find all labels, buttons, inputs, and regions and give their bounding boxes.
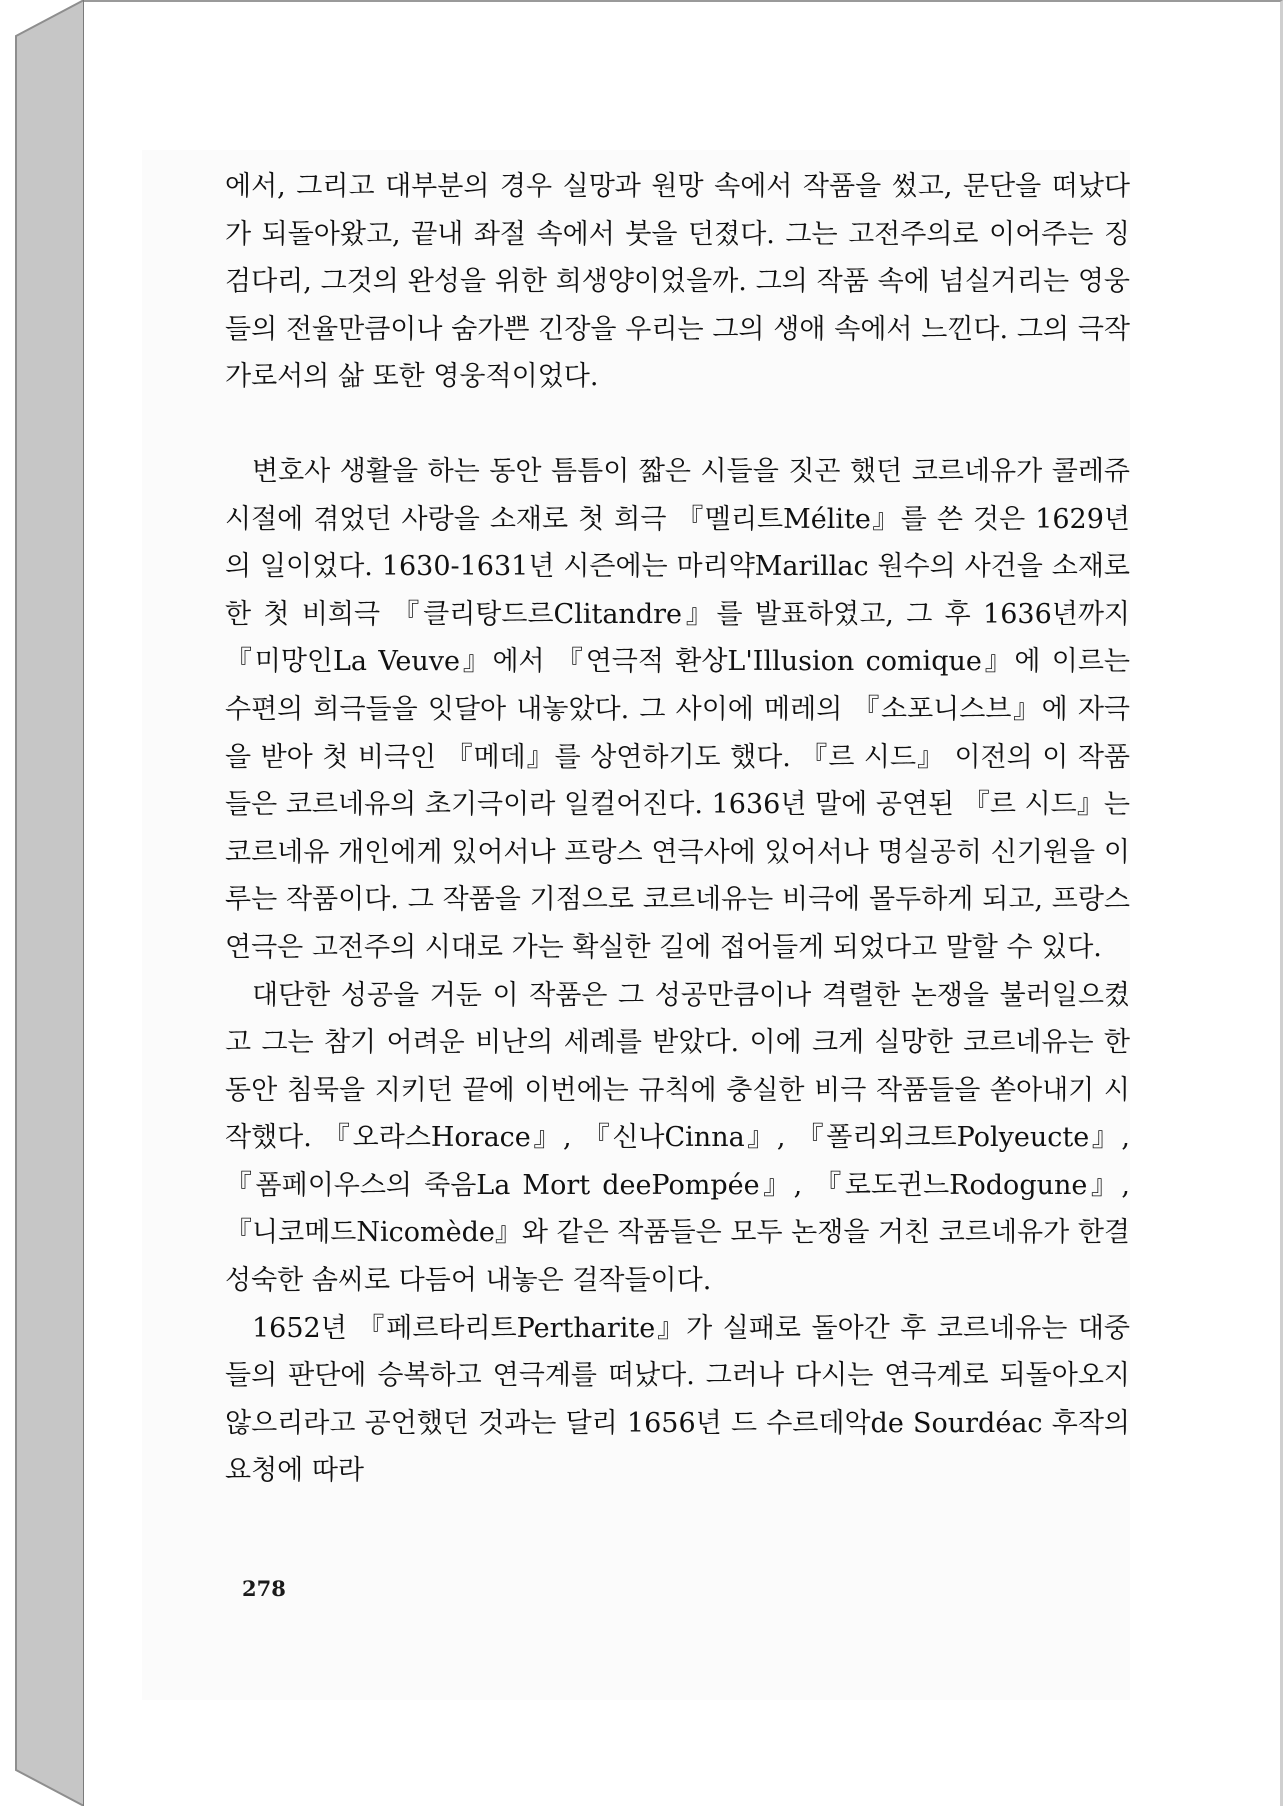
paragraph-3: 대단한 성공을 거둔 이 작품은 그 성공만큼이나 격렬한 논쟁을 불러일으켰고 그는 참기 어려운 비난의 세례를 받았다. 이에 크게 실망한 코르네유는 한동안 침묵을 지키던 끝에 이번에는 규칙에 충실한 비극 작품들을 쏟아내기 시작했다. 『오라스Horace』, 『신나Cinna』, 『폴리외크트Polyeucte』, 『폼페이우스의 죽음La Mort deePompée』, 『로도귄느Rodogune』, 『니코메드Nicomède』와 같은 작품들은 모두 논쟁을 거친 코르네유가 한결 성숙한 솜씨로 다듬어 내놓은 걸작들이다. <box>225 979 1130 1297</box>
paragraph-spacer <box>225 401 1130 448</box>
paragraph-1: 에서, 그리고 대부분의 경우 실망과 원망 속에서 작품을 썼고, 문단을 떠났다가 되돌아왔고, 끝내 좌절 속에서 붓을 던졌다. 그는 고전주의로 이어주는 징검다리, 그것의 완성을 위한 희생양이었을까. 그의 작품 속에 넘실거리는 영웅들의 전율만큼이나 숨가쁜 긴장을 우리는 그의 생애 속에서 느낀다. 그의 극작가로서의 삶 또한 영웅적이었다. <box>225 171 1130 393</box>
paragraph-4: 1652년 『페르타리트Pertharite』가 실패로 돌아간 후 코르네유는 대중들의 판단에 승복하고 연극계를 떠났다. 그러나 다시는 연극계로 되돌아오지 않으리라고 공언했던 것과는 달리 1656년 드 수르데악de Sourdéac 후작의 요청에 따라 <box>225 1312 1130 1487</box>
body-text <box>225 163 1130 1495</box>
page-number: 278 <box>242 1576 286 1601</box>
paragraph-2: 변호사 생활을 하는 동안 틈틈이 짧은 시들을 짓곤 했던 코르네유가 콜레쥬 시절에 겪었던 사랑을 소재로 첫 희극 『멜리트Mélite』를 쓴 것은 1629년의 일이었다. 1630-1631년 시즌에는 마리약Marillac 원수의 사건을 소재로 한 첫 비희극 『클리탕드르Clitandre』를 발표하였고, 그 후 1636년까지 『미망인La Veuve』에서 『연극적 환상L'Illusion comique』에 이르는 수편의 희극들을 잇달아 내놓았다. 그 사이에 메레의 『소포니스브』에 자극을 받아 첫 비극인 『메데』를 상연하기도 했다. 『르 시드』 이전의 이 작품들은 코르네유의 초기극이라 일컬어진다. 1636년 말에 공연된 『르 시드』는 코르네유 개인에게 있어서나 프랑스 연극사에 있어서나 명실공히 신기원을 이루는 작품이다. 그 작품을 기점으로 코르네유는 비극에 몰두하게 되고, 프랑스 연극은 고전주의 시대로 가는 확실한 길에 접어들게 되었다고 말할 수 있다. <box>225 455 1130 963</box>
